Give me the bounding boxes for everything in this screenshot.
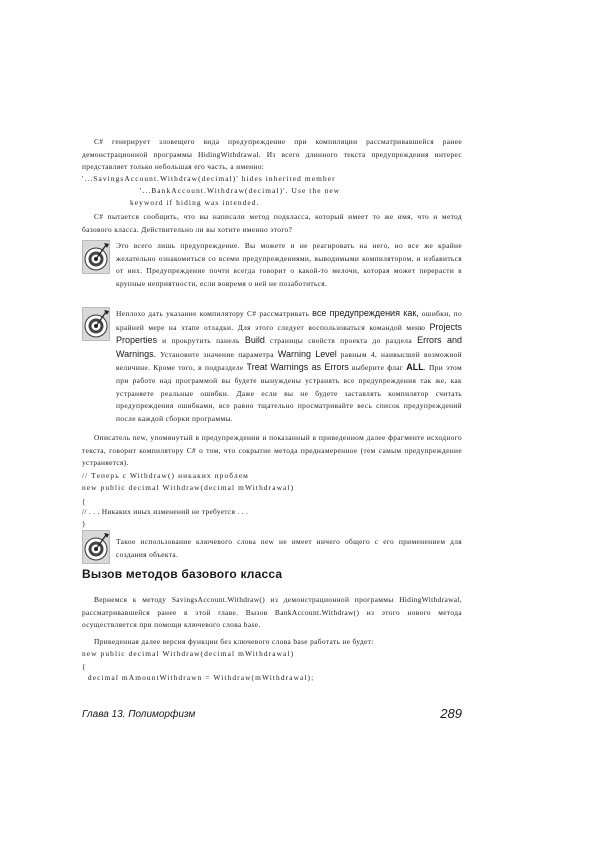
code-line: // Теперь с Withdraw() никаких проблем	[82, 471, 249, 480]
target-with-arrow-icon	[82, 530, 110, 564]
tip-note-1: Это всего лишь предупреждение. Вы можете и не реагировать на него, но все же крайне желательно ознакомиться со всеми предупреждениями, выводимыми компилятором, и избавиться от них. Предупреждение почти всегда говорит о какой-то мелочи, которая может перерасти в крупные неприятности, если вовремя о ней не позаботиться.	[82, 240, 462, 300]
target-with-arrow-icon	[82, 307, 110, 341]
code-line: }	[82, 519, 87, 528]
section-paragraph-2: Приведенная далее версия функции без ключевого слова base работать не будет:	[94, 637, 374, 646]
code-line: {	[82, 662, 87, 671]
code-line: // . . . Никаких иных изменений не требуется . . .	[82, 507, 249, 516]
section-heading: Вызов методов базового класса	[82, 567, 283, 581]
section-paragraph-1: Вернемся к методу SavingsAccount.Withdraw() из демонстрационной программы HidingWithdrawal, рассматривавшейся ранее в этой главе. Вызов BankAccount.Withdraw() из этого нового метода осуществляется при помощи ключевого слова base.	[82, 595, 462, 630]
new-modifier-paragraph: Описатель new, упомянутый в предупреждении и показанный в приведенном далее фрагменте исходного текста, говорит компилятору C# о том, что сокрытие метода преднамеренное (тем самым предупреждение устраняется).	[82, 433, 462, 468]
intro-paragraph-2: C# пытается сообщить, что вы написали метод подкласса, который имеет то же имя, что и метод базового класса. Действительно ли вы хотите именно этого?	[82, 212, 462, 234]
intro-paragraph: C# генерирует зловещего вида предупреждение при компиляции рассматривавшейся ранее демонстрационной программы HidingWithdrawal. Из всего длинного текста предупреждения интерес представляет только небольшая его часть, а именно:	[82, 137, 462, 172]
note-2-text: Неплохо дать указание компилятору C# рассматривать все предупреждения как, ошибки, по крайней мере на этапе отладки. Для этого следует воспользоваться командой меню Projects Properties и прокрутить панель Build страницы свойств проекта до раздела Errors and Warnings. Установите значение параметра Warning Level равным 4, наивысшей возможной величине. Кроме того, в подразделе Treat Warnings as Errors выберите флаг ALL. При этом при работе над программой вы будете вынуждены устранять все предупреждения так же, как устраняете реальные ошибки. Даже если вы не будете заставлять компилятор считать предупреждения ошибками, все равно тщательно просматривайте весь список предупреждений после каждой сборки программы.	[116, 308, 462, 423]
target-with-arrow-icon	[82, 240, 110, 274]
code-line: new public decimal Withdraw(decimal mWithdrawal)	[82, 649, 295, 658]
code-line: new public decimal Withdraw(decimal mWithdrawal)	[82, 483, 295, 492]
warning-line-2: '...BankAccount.Withdraw(decimal)'. Use the new	[140, 186, 341, 195]
tip-note-3: Такое использование ключевого слова new не имеет ничего общего с его применением для создания объекта.	[82, 530, 462, 566]
warning-line-1: '...SavingsAccount.Withdraw(decimal)' hides inherited member	[82, 174, 336, 183]
code-line: {	[82, 497, 87, 506]
chapter-footer: Глава 13. Полиморфизм	[82, 709, 196, 720]
warning-line-3: keyword if hiding was intended.	[130, 198, 260, 207]
code-line: decimal mAmountWithdrawn = Withdraw(mWithdrawal);	[82, 673, 315, 682]
page-number: 289	[440, 706, 462, 721]
